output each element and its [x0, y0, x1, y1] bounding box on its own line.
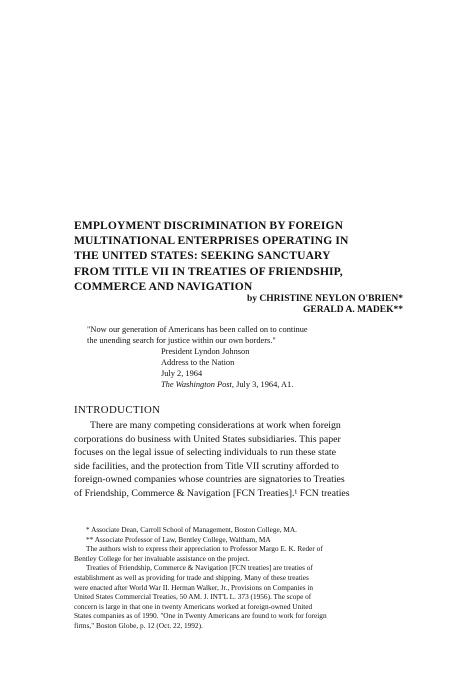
- attribution-source: [161, 379, 417, 390]
- footnote-line: establishment as well as providing for trade and shipping. Many of these treaties: [74, 572, 309, 582]
- author-byline: [247, 294, 403, 316]
- author-line: GERALD A. MADEK**: [302, 305, 403, 315]
- article-title: [74, 218, 394, 294]
- quote-line: "Now our generation of Americans has been called on to continue: [87, 325, 308, 334]
- author-line: by CHRISTINE NEYLON O'BRIEN*: [247, 294, 403, 304]
- author-footnote: ** Associate Professor of Law, Bentley College, Waltham, MA: [86, 534, 271, 544]
- body-paragraph: [74, 419, 404, 501]
- title-line: FROM TITLE VII IN TREATIES OF FRIENDSHIP,: [74, 264, 343, 278]
- acknowledgment-line: Bentley College for her invaluable assistance on the project.: [74, 553, 250, 563]
- body-line: side facilities, and the protection from Title VII scrutiny afforded to: [74, 460, 339, 472]
- title-line: EMPLOYMENT DISCRIMINATION BY FOREIGN: [74, 219, 344, 232]
- body-line: foreign-owned companies whose countries are signatories to Treaties: [74, 474, 345, 486]
- footnote-line: were enacted after World War II. Herman Walker, Jr., Provisions on Companies in: [74, 582, 314, 592]
- title-line: MULTINATIONAL ENTERPRISES OPERATING IN: [74, 234, 349, 248]
- epigraph: [87, 324, 417, 390]
- attribution-line: President Lyndon Johnson: [161, 347, 250, 356]
- footnotes: [74, 525, 409, 631]
- source-date: , July 3, 1964, A1.: [231, 380, 294, 389]
- title-line: COMMERCE AND NAVIGATION: [74, 279, 253, 293]
- title-line: THE UNITED STATES: SEEKING SANCTUARY: [74, 249, 331, 263]
- body-line: corporations do business with United States subsidiaries. This paper: [74, 433, 341, 445]
- attribution-line: July 2, 1964: [161, 369, 203, 378]
- body-line: There are many competing considerations at work when foreign: [90, 420, 341, 431]
- body-line: focuses on the legal issue of selecting individuals to run these state: [74, 447, 337, 459]
- footnote-line: United States Commercial Treaties, 50 AM. J. INT'L L. 373 (1956). The scope of: [74, 592, 312, 602]
- source-name: The Washington Post: [161, 380, 232, 389]
- footnote-line: firms," Boston Globe, p. 12 (Oct. 22, 1992).: [74, 620, 203, 630]
- quote-line: the unending search for justice within our own borders.": [87, 336, 276, 345]
- body-line: of Friendship, Commerce & Navigation [FCN Treaties].¹ FCN treaties: [74, 487, 350, 499]
- attribution-line: Address to the Nation: [161, 358, 235, 367]
- footnote-line: Treaties of Friendship, Commerce & Navigation [FCN treaties] are treaties of: [86, 563, 313, 573]
- epigraph-quote: [87, 324, 417, 346]
- footnote-line: States companies as of 1990. "One in Twenty Americans are found to work for foreign: [74, 611, 327, 621]
- author-footnote: * Associate Dean, Carroll School of Management, Boston College, MA.: [86, 525, 297, 534]
- epigraph-attribution: [161, 346, 417, 390]
- section-heading: INTRODUCTION: [74, 404, 161, 416]
- acknowledgment-line: The authors wish to express their appreciation to Professor Margo E. K. Reder of: [86, 544, 323, 554]
- footnote-line: concern is large in that one in twenty Americans worked at foreign-owned United: [74, 601, 313, 611]
